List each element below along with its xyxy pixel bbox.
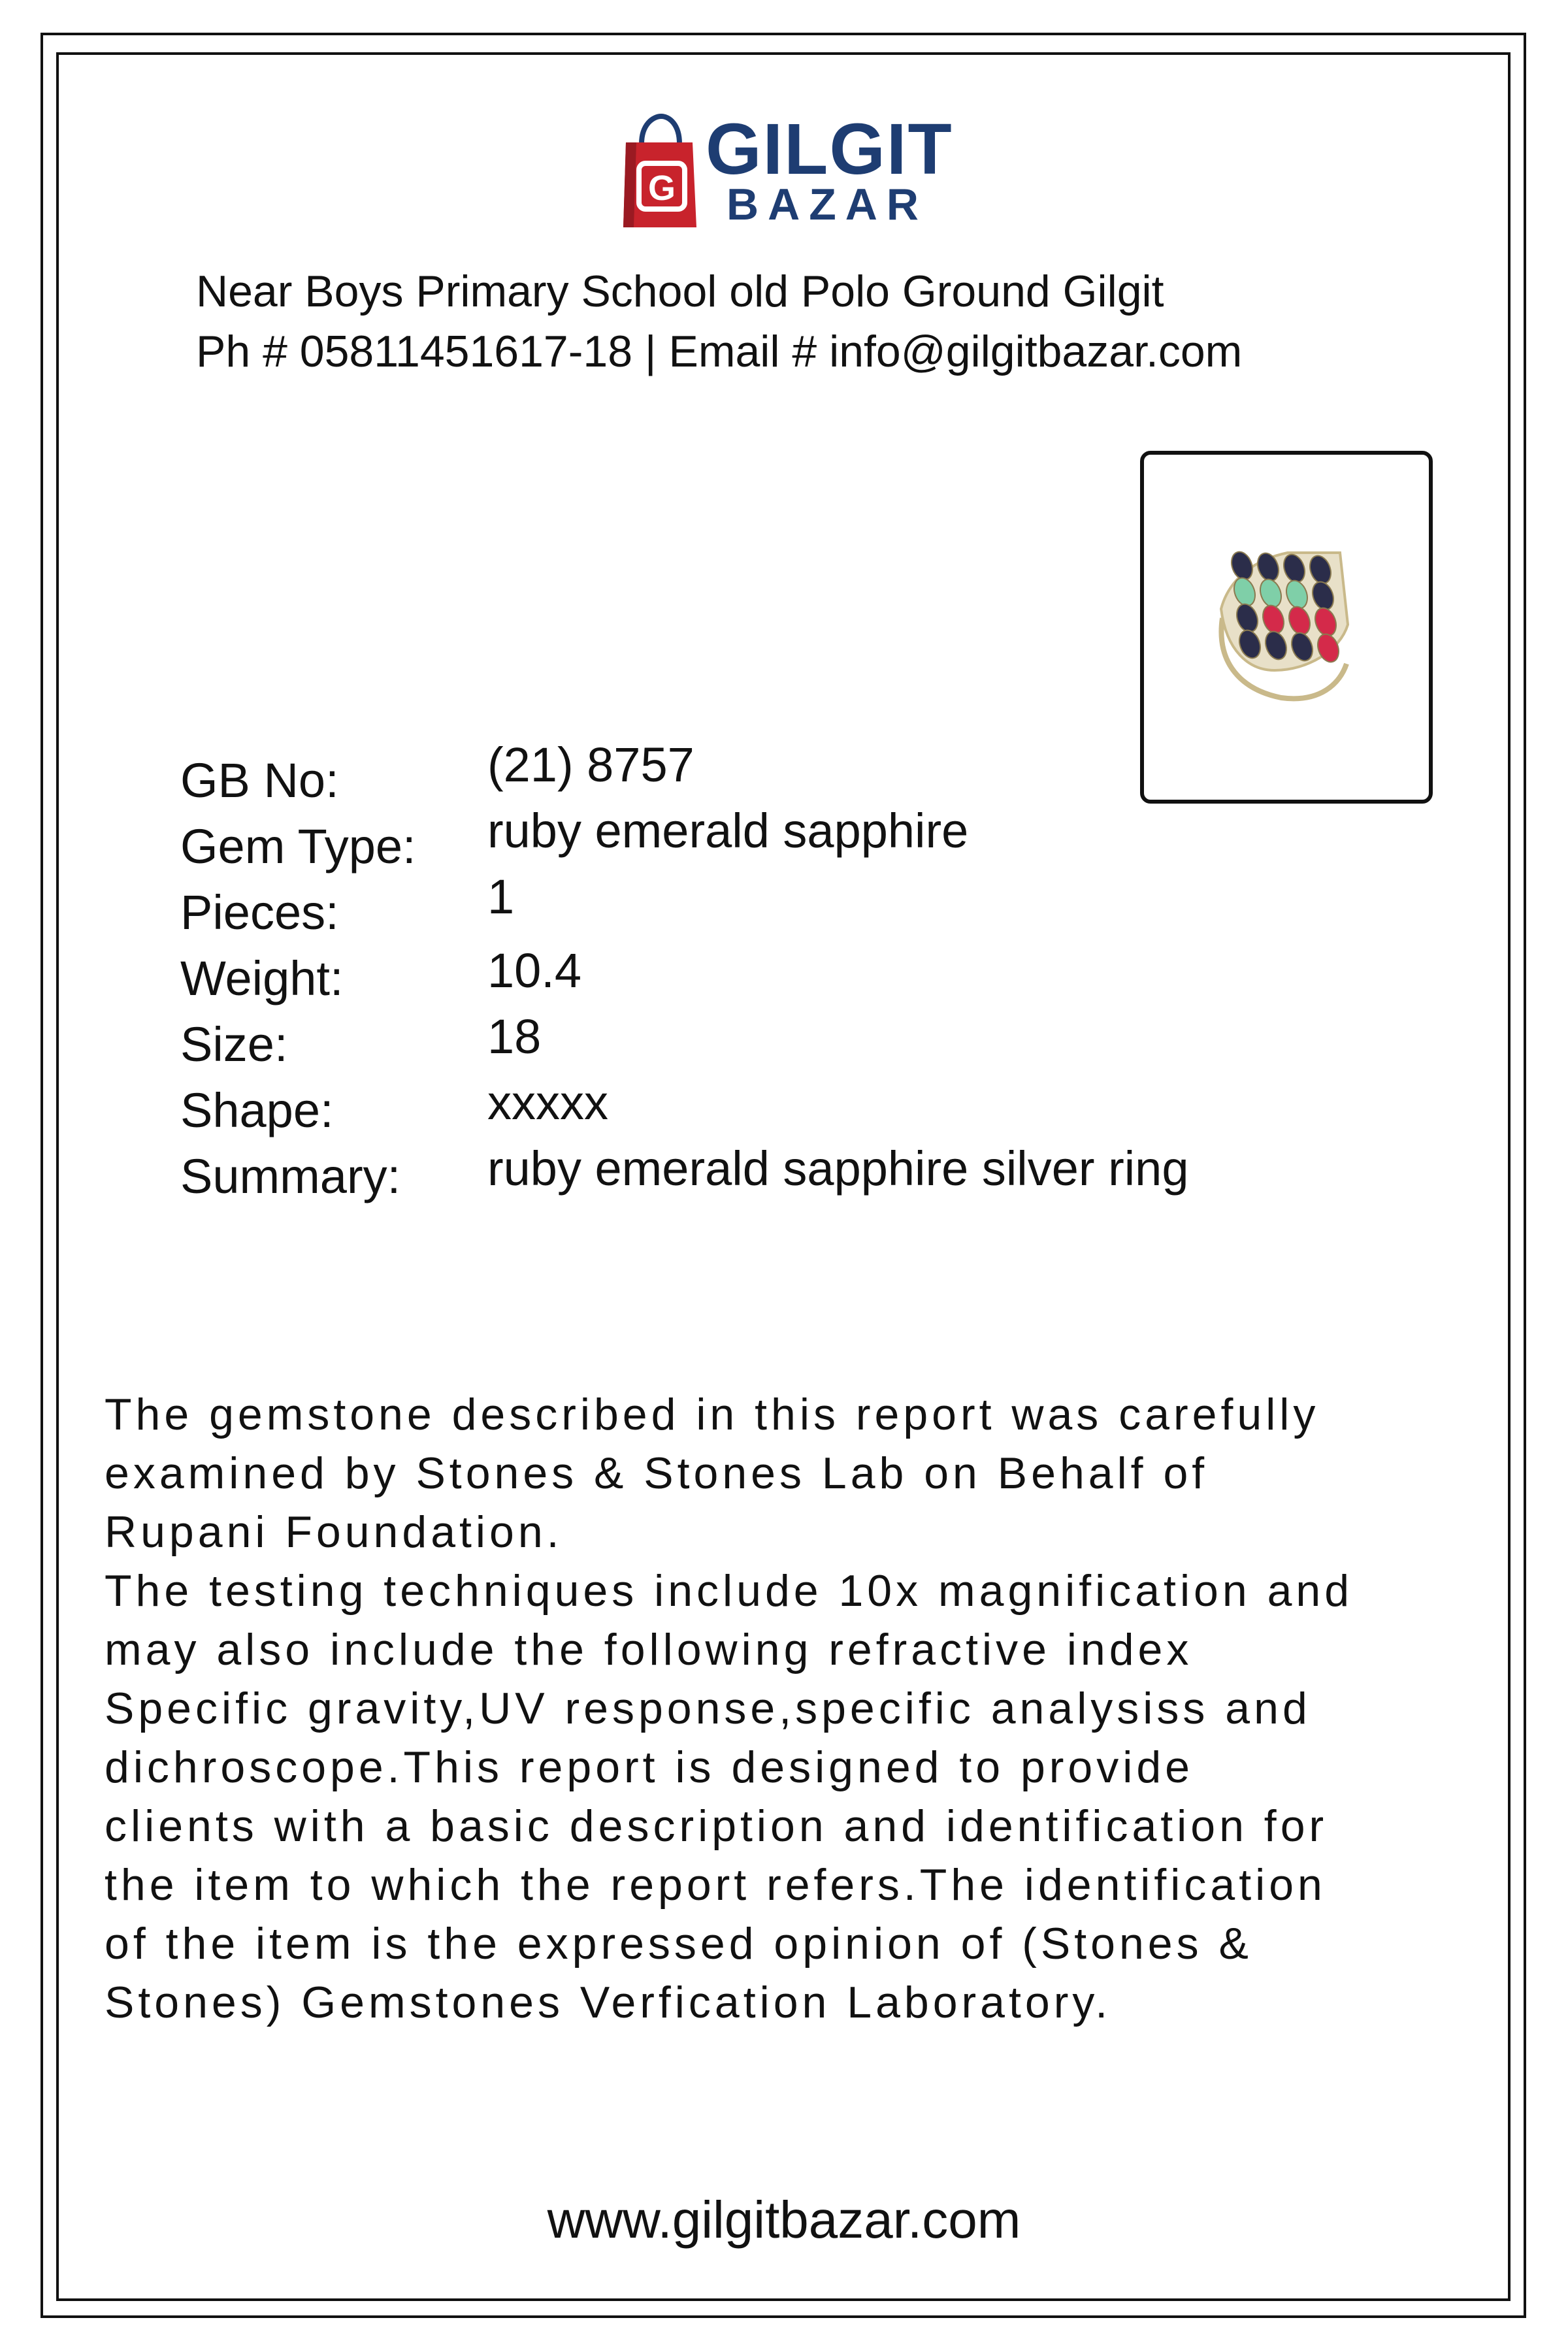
- disclaimer-paragraph-1: The gemstone described in this report was carefully examined by Stones & Stones Lab on Behalf of Rupani Foundation.: [105, 1390, 1320, 1557]
- disclaimer-paragraph-2: The testing techniques include 10x magnification and may also include the following refractive index Specific gravity,UV response,specific analysiss and dichroscope.This report is designed to provide clients with a basic description and identification for the item to which the report refers.The identification of the item is the expressed opinion of (Stones & Stones) Gemstones Verfication Laboratory.: [105, 1566, 1354, 2027]
- spec-value: 10.4: [487, 943, 582, 998]
- spec-label: GB No:: [180, 753, 339, 808]
- website-url: www.gilgitbazar.com: [547, 2191, 1021, 2249]
- spec-label: Size:: [180, 1017, 288, 1071]
- spec-value: 18: [487, 1009, 542, 1064]
- logo-bazar-text: BAZAR: [727, 180, 928, 229]
- contact-address: [196, 261, 1242, 382]
- spec-value: ruby emerald sapphire: [487, 804, 969, 858]
- spec-label: Pieces:: [180, 885, 339, 939]
- address-line: Near Boys Primary School old Polo Ground Gilgit: [196, 267, 1164, 316]
- phone-email-line: Ph # 05811451617-18 | Email # info@gilgitbazar.com: [196, 327, 1243, 376]
- spec-value: 1: [487, 870, 515, 924]
- gilgit-bazar-logo: [614, 111, 954, 242]
- spec-label: Shape:: [180, 1083, 334, 1137]
- shopping-bag-icon: [614, 111, 706, 235]
- product-photo-frame: [1140, 451, 1433, 804]
- spec-value: xxxxx: [487, 1075, 608, 1130]
- spec-label: Summary:: [180, 1149, 401, 1203]
- spec-value: (21) 8757: [487, 738, 694, 792]
- bag-letter: G: [647, 169, 676, 208]
- spec-label: Weight:: [180, 951, 344, 1005]
- spec-label: Gem Type:: [180, 819, 416, 874]
- ring-photo-icon: [1144, 455, 1429, 800]
- logo-gilgit-text: GILGIT: [706, 109, 953, 189]
- disclaimer: [105, 1385, 1503, 2032]
- spec-value: ruby emerald sapphire silver ring: [487, 1141, 1189, 1196]
